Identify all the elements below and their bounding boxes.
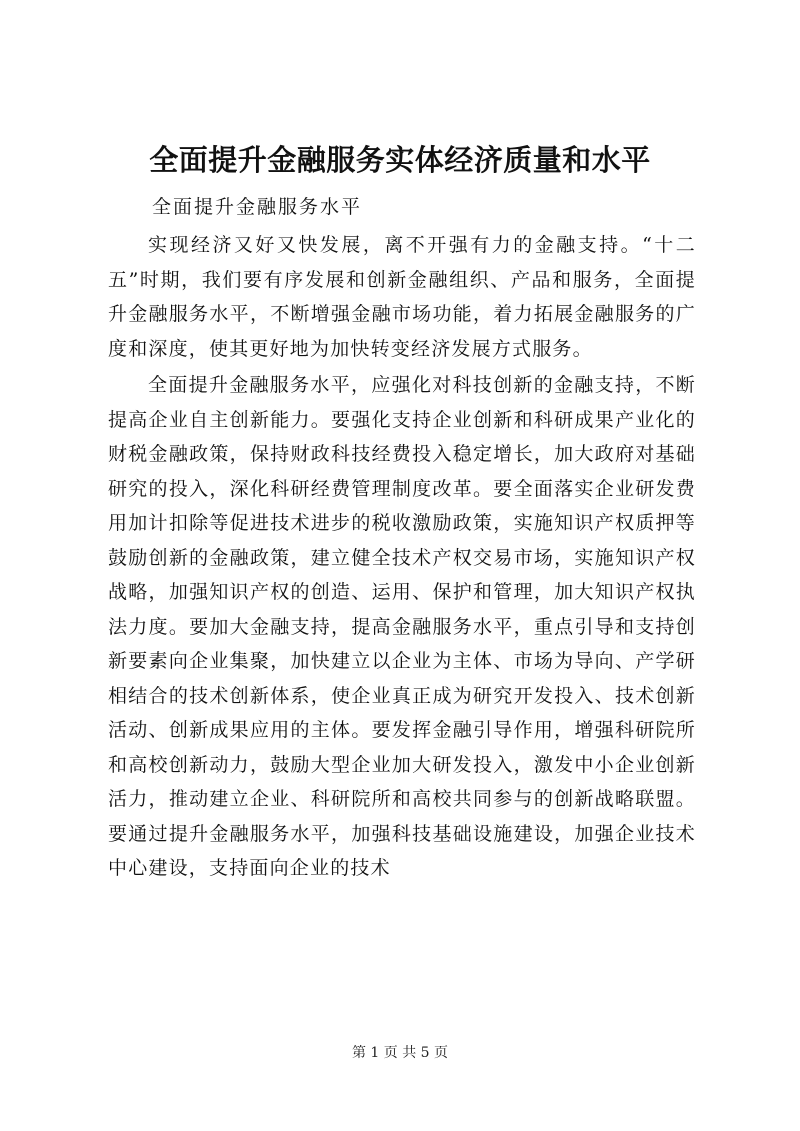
page-number-footer: 第 1 页 共 5 页 xyxy=(351,1045,449,1061)
document-body xyxy=(108,228,696,886)
paragraph-1: 实现经济又好又快发展，离不开强有力的金融支持。“十二五”时期，我们要有序发展和创新金融组织、产品和服务，全面提升金融服务水平，不断增强金融市场功能，着力拓展金融服务的广度和深度，使其更好地为加快转变经济发展方式服务。 xyxy=(108,234,696,360)
document-title: 全面提升金融服务实体经济质量和水平 xyxy=(149,143,651,177)
paragraph-2: 全面提升金融服务水平，应强化对科技创新的金融支持，不断提高企业自主创新能力。要强化支持企业创新和科研成果产业化的财税金融政策，保持财政科技经费投入稳定增长，加大政府对基础研究的投入，深化科研经费管理制度改革。要全面落实企业研发费用加计扣除等促进技术进步的税收激励政策，实施知识产权质押等鼓励创新的金融政策，建立健全技术产权交易市场，实施知识产权战略，加强知识产权的创造、运用、保护和管理，加大知识产权执法力度。要加大金融支持，提高金融服务水平，重点引导和支持创新要素向企业集聚，加快建立以企业为主体、市场为导向、产学研相结合的技术创新体系，使企业真正成为研究开发投入、技术创新活动、创新成果应用的主体。要发挥金融引导作用，增强科研院所和高校创新动力，鼓励大型企业加大研发投入，激发中小企业创新活力，推动建立企业、科研院所和高校共同参与的创新战略联盟。要通过提升金融服务水平，加强科技基础设施建设，加强企业技术中心建设，支持面向企业的技术 xyxy=(108,374,696,879)
document-subtitle: 全面提升金融服务水平 xyxy=(152,196,363,218)
